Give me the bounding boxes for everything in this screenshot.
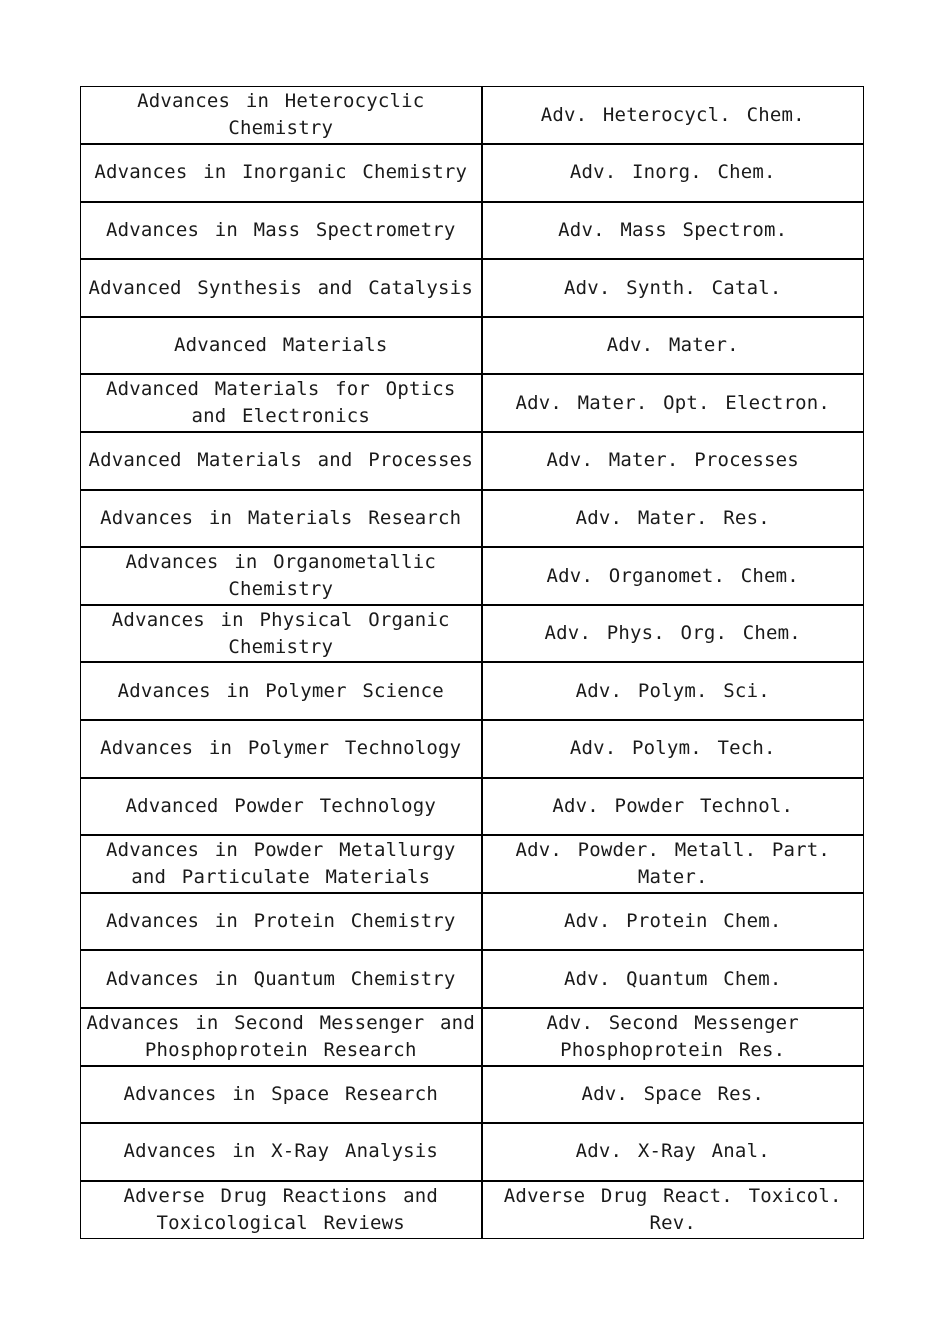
journal-abbreviation: Adv. Polym. Sci.	[482, 662, 864, 720]
table-row	[81, 605, 864, 663]
journal-full-name: Advances in Space Research	[81, 1066, 482, 1124]
table-row	[81, 547, 864, 605]
journal-full-name: Advances in Inorganic Chemistry	[81, 144, 482, 202]
journal-full-name: Advances in Materials Research	[81, 490, 482, 548]
journal-full-name: Advanced Synthesis and Catalysis	[81, 259, 482, 317]
journal-full-name: Advances in Polymer Technology	[81, 720, 482, 778]
journal-full-name: Advances in X-Ray Analysis	[81, 1123, 482, 1181]
journal-full-name: Advances in Protein Chemistry	[81, 893, 482, 951]
journal-full-name: Advances in Polymer Science	[81, 662, 482, 720]
journal-full-name: Advances in Mass Spectrometry	[81, 202, 482, 260]
table-body	[81, 87, 864, 1239]
journal-abbreviation: Adv. Mater. Opt. Electron.	[482, 374, 864, 432]
journal-full-name: Advances in Heterocyclic Chemistry	[81, 87, 482, 145]
table-row	[81, 835, 864, 893]
table-row	[81, 87, 864, 145]
journal-abbreviation: Adv. Mass Spectrom.	[482, 202, 864, 260]
table-row	[81, 720, 864, 778]
journal-full-name: Advanced Materials for Optics and Electronics	[81, 374, 482, 432]
journal-abbreviation: Adv. Synth. Catal.	[482, 259, 864, 317]
table-row	[81, 1008, 864, 1066]
journal-abbreviation: Adv. Inorg. Chem.	[482, 144, 864, 202]
table-row	[81, 202, 864, 260]
journal-abbreviation: Adv. Powder. Metall. Part. Mater.	[482, 835, 864, 893]
journal-abbreviation: Adv. Mater. Res.	[482, 490, 864, 548]
journal-abbreviation: Adv. Second Messenger Phosphoprotein Res.	[482, 1008, 864, 1066]
journal-abbreviation: Adv. Heterocycl. Chem.	[482, 87, 864, 145]
journal-abbreviation: Adv. Space Res.	[482, 1066, 864, 1124]
table-row	[81, 1066, 864, 1124]
journal-abbreviation: Adv. Mater. Processes	[482, 432, 864, 490]
journal-abbreviation: Adverse Drug React. Toxicol. Rev.	[482, 1181, 864, 1239]
table-row	[81, 317, 864, 375]
table-row	[81, 778, 864, 836]
journal-abbreviation: Adv. Phys. Org. Chem.	[482, 605, 864, 663]
journal-full-name: Advances in Organometallic Chemistry	[81, 547, 482, 605]
table-row	[81, 259, 864, 317]
journal-full-name: Advanced Materials	[81, 317, 482, 375]
journal-abbreviation: Adv. Organomet. Chem.	[482, 547, 864, 605]
journal-full-name: Advances in Second Messenger and Phosphoprotein Research	[81, 1008, 482, 1066]
journal-abbreviation: Adv. Polym. Tech.	[482, 720, 864, 778]
journal-full-name: Advances in Physical Organic Chemistry	[81, 605, 482, 663]
journal-abbreviation: Adv. Protein Chem.	[482, 893, 864, 951]
journal-abbreviation: Adv. Mater.	[482, 317, 864, 375]
table-row	[81, 432, 864, 490]
journal-full-name: Advances in Quantum Chemistry	[81, 950, 482, 1008]
table-row	[81, 144, 864, 202]
journal-full-name: Advanced Powder Technology	[81, 778, 482, 836]
table-row	[81, 662, 864, 720]
table-row	[81, 490, 864, 548]
journal-abbreviation: Adv. Quantum Chem.	[482, 950, 864, 1008]
journal-full-name: Advances in Powder Metallurgy and Particulate Materials	[81, 835, 482, 893]
journal-abbreviation-table	[80, 86, 864, 1239]
table-row	[81, 893, 864, 951]
table-row	[81, 1123, 864, 1181]
journal-abbreviation: Adv. X-Ray Anal.	[482, 1123, 864, 1181]
journal-full-name: Advanced Materials and Processes	[81, 432, 482, 490]
table-row	[81, 374, 864, 432]
journal-abbreviation: Adv. Powder Technol.	[482, 778, 864, 836]
table-row	[81, 1181, 864, 1239]
journal-full-name: Adverse Drug Reactions and Toxicological Reviews	[81, 1181, 482, 1239]
table-row	[81, 950, 864, 1008]
